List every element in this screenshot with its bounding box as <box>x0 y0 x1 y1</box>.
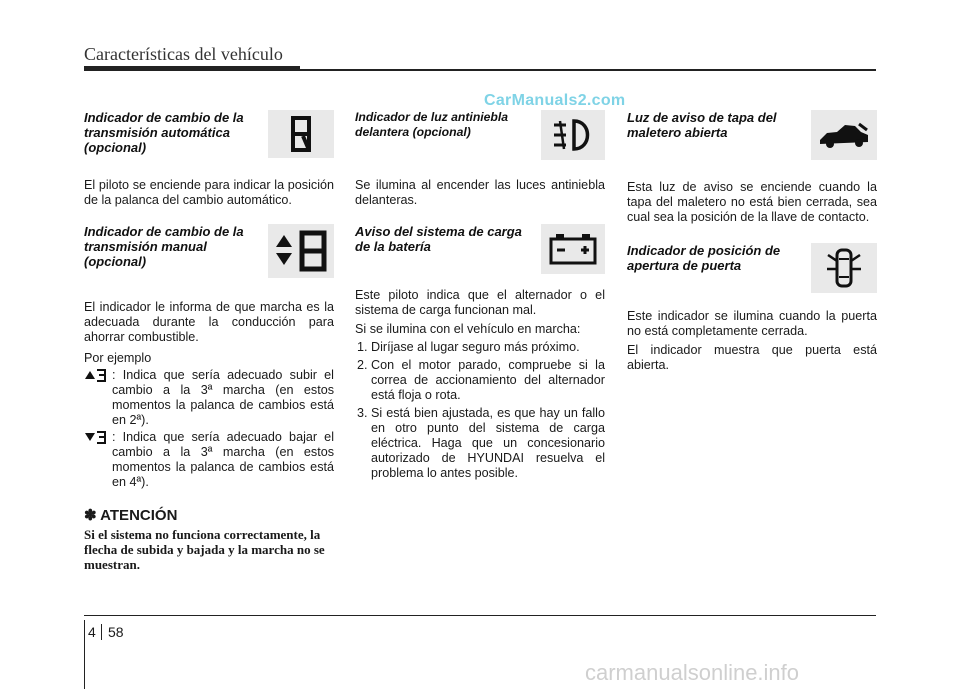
section-body: El indicador le informa de que marcha es la adecuada durante la conducción para ahorrar combustible. <box>84 300 334 344</box>
section-manual-shift <box>84 224 334 290</box>
battery-steps-list <box>355 340 605 481</box>
section-title: Indicador de cambio de la transmisión automática (opcional) <box>84 110 244 155</box>
section-body: Este piloto indica que el alternador o el sistema de carga funcionan mal. <box>355 288 605 317</box>
section-body: Esta luz de aviso se enciende cuando la tapa del maletero no está bien cerrada, sea cual sea la posición de la llave de contacto. <box>627 180 877 224</box>
section-body: El indicador muestra que puerta está abierta. <box>627 343 877 372</box>
footer-margin-line <box>84 620 85 689</box>
section-battery <box>355 224 605 274</box>
column-3 <box>627 110 877 373</box>
example-upshift <box>84 368 334 428</box>
example-downshift <box>84 430 334 490</box>
footer-separator <box>101 624 102 640</box>
list-item: 1. Diríjase al lugar seguro más próximo. <box>371 340 605 355</box>
battery-warning-icon <box>541 224 605 274</box>
section-title: Indicador de cambio de la transmisión manual (opcional) <box>84 224 244 269</box>
section-auto-shift <box>84 110 334 168</box>
trunk-open-warning-icon <box>811 110 877 160</box>
header-rule <box>84 69 876 71</box>
auto-shift-indicator-icon <box>268 110 334 158</box>
page-number: 58 <box>108 624 124 640</box>
watermark-bottom: carmanualsonline.info <box>585 660 800 685</box>
section-body: Se ilumina al encender las luces antiniebla delanteras. <box>355 178 605 207</box>
section-body: Si se ilumina con el vehículo en marcha: <box>355 322 581 336</box>
section-trunk-open <box>627 110 877 170</box>
chapter-number: 4 <box>88 624 96 640</box>
attention-title: ✽ ATENCIÓN <box>84 507 178 524</box>
list-item: 3. Si está bien ajustada, es que hay un fallo en otro punto del sistema de carga eléctrica. Haga que un concesionario autorizado de HYUNDAI resuelva el problema lo antes posible. <box>371 406 605 481</box>
attention-body: Si el sistema no funciona correctamente, la flecha de subida y bajada y la marcha no se muestran. <box>84 527 325 572</box>
example-label: Por ejemplo <box>84 351 152 365</box>
column-2 <box>355 110 605 484</box>
section-door-open <box>627 243 877 303</box>
door-open-indicator-icon <box>811 243 877 293</box>
upshift-text: : Indica que sería adecuado subir el cambio a la 3ª marcha (en estos momentos la palanca de cambios está en 2ª). <box>112 368 334 427</box>
page-header-title: Características del vehículo <box>84 44 283 64</box>
watermark-top: CarManuals2.com <box>484 92 626 109</box>
section-front-fog <box>355 110 605 170</box>
downshift-3-icon <box>84 430 112 490</box>
section-title: Indicador de posición de apertura de puerta <box>627 243 781 273</box>
column-1 <box>84 110 334 572</box>
section-body: El piloto se enciende para indicar la posición de la palanca del cambio automático. <box>84 178 334 207</box>
downshift-text: : Indica que sería adecuado bajar el cambio a la 3ª marcha (en estos momentos la palanca de cambios está en 4ª). <box>112 430 334 489</box>
section-title: Aviso del sistema de carga de la batería <box>355 224 522 254</box>
footer-rule <box>84 615 876 616</box>
front-fog-light-icon <box>541 110 605 160</box>
manual-shift-indicator-icon <box>268 224 334 278</box>
list-item: 2. Con el motor parado, compruebe si la correa de accionamiento del alternador está floja o rota. <box>371 358 605 403</box>
section-body: Este indicador se ilumina cuando la puerta no está completamente cerrada. <box>627 309 877 338</box>
section-title: Luz de aviso de tapa del maletero abierta <box>627 110 777 140</box>
section-title: Indicador de luz antiniebla delantera (opcional) <box>355 110 509 139</box>
upshift-3-icon <box>84 368 112 428</box>
